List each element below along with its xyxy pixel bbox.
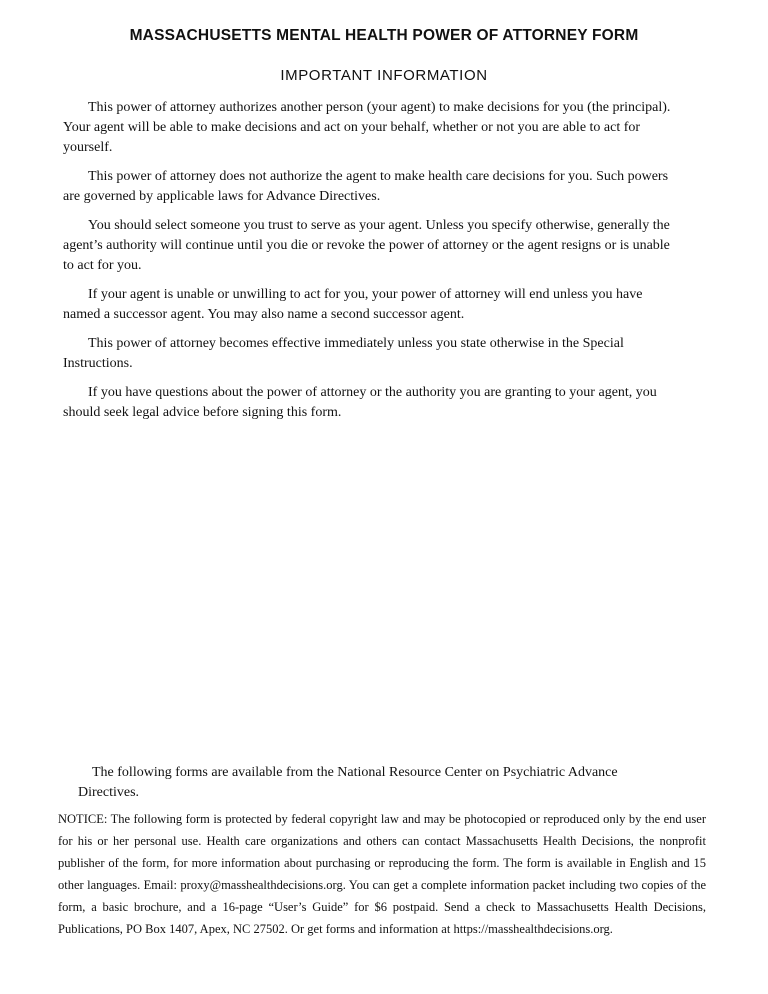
paragraph-health-care: This power of attorney does not authorize the agent to make health care decisions for you. Such powers are governed by applicable laws for Advance Directives. — [63, 169, 669, 204]
document-body — [63, 98, 678, 803]
copyright-notice: NOTICE: The following form is protected by federal copyright law and may be photocopied or reproduced only by the end user for his or her personal use. Health care organizations and others can contact Massachusetts Health Decisions, the nonprofit publisher of the form, for more information about purchasing or reproducing the form. The form is available in English and 15 other languages. Email: proxy@masshealthdecisions.org. You can get a complete information packet including two copies of the form, a basic brochure, and a 16-page “User’s Guide” for $6 postpaid. Send a check to Massachusetts Health Decisions, Publications, PO Box 1407, Apex, NC 27502. Or get forms and information at https://masshealthdecisions.org. — [58, 812, 706, 936]
paragraph-authorizes: This power of attorney authorizes another person (your agent) to make decisions for you (the principal). Your agent will be able to make decisions and act on your behalf, whether or not you are able to act for yourself. — [63, 100, 671, 155]
blank-space — [63, 432, 678, 763]
paragraph-legal-advice: If you have questions about the power of attorney or the authority you are granting to your agent, you should seek legal advice before signing this form. — [63, 385, 657, 420]
availability-note: The following forms are available from the National Resource Center on Psychiatric Advance Directives. — [78, 765, 618, 800]
form-title: MASSACHUSETTS MENTAL HEALTH POWER OF ATTORNEY FORM — [129, 27, 639, 44]
paragraph-successor-agent: If your agent is unable or unwilling to act for you, your power of attorney will end unless you have named a successor agent. You may also name a second successor agent. — [63, 287, 643, 322]
paragraph-select-agent: You should select someone you trust to serve as your agent. Unless you specify otherwise, generally the agent’s authority will continue until you die or revoke the power of attorney or the agent resigns or is unable to act for you. — [63, 218, 670, 273]
paragraph-effective-immediately: This power of attorney becomes effective immediately unless you state otherwise in the Special Instructions. — [63, 336, 624, 371]
section-heading: IMPORTANT INFORMATION — [280, 67, 488, 84]
